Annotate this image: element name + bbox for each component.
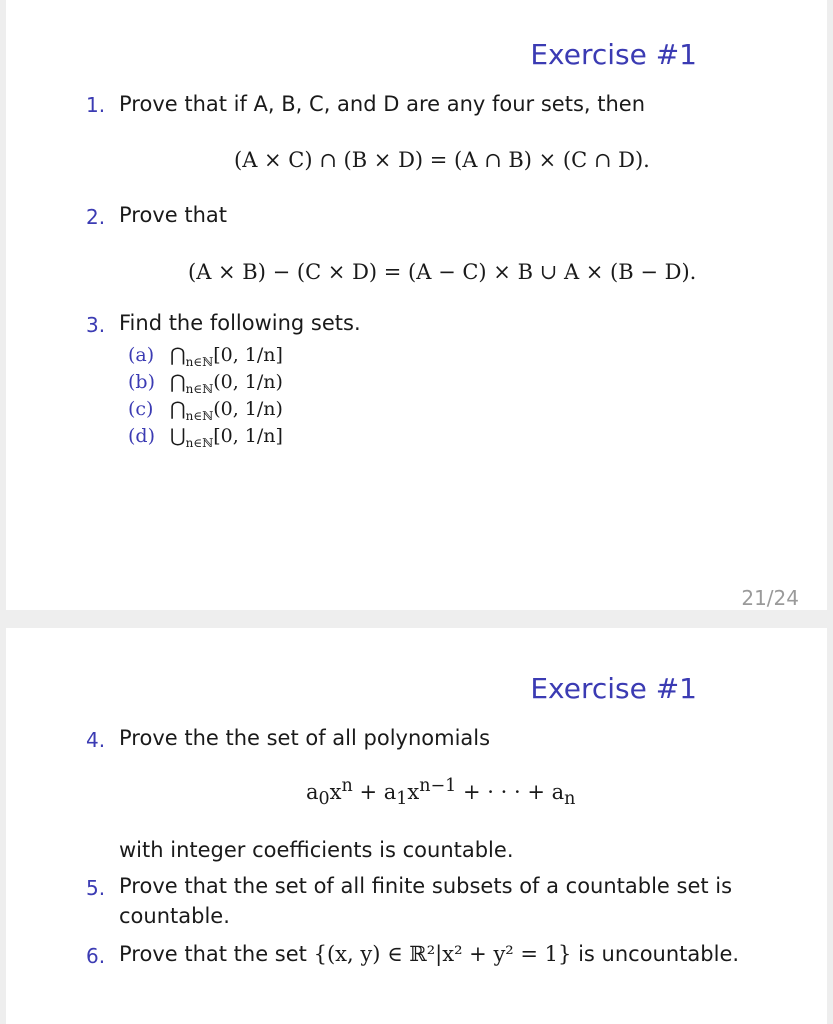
index-set: n∈ℕ (185, 354, 214, 369)
slide-title: Exercise #1 (530, 38, 697, 71)
question-2-text: Prove that (119, 203, 227, 227)
subitem-label-b: (b) (128, 371, 155, 393)
subitem-c-expression (170, 398, 283, 423)
subitem-d-expression (170, 425, 283, 450)
question-5-line-2: countable. (119, 904, 230, 928)
index-set: n∈ℕ (185, 435, 214, 450)
question-2-equation: (A × B) − (C × D) = (A − C) × B ∪ A × (B − D). (188, 260, 697, 284)
intersection-operator: ⋂ (170, 344, 186, 366)
item-number-1: 1. (86, 93, 106, 117)
subitem-a-expression (170, 344, 283, 369)
item-number-6: 6. (86, 944, 106, 968)
question-4-text-continued: with integer coefficients is countable. (119, 838, 514, 862)
question-6-prefix: Prove that the set (119, 942, 307, 966)
index-set: n∈ℕ (185, 381, 214, 396)
subitem-label-a: (a) (128, 344, 155, 366)
item-number-2: 2. (86, 205, 106, 229)
intersection-operator: ⋂ (170, 371, 186, 393)
question-4-text: Prove the the set of all polynomials (119, 726, 491, 750)
item-number-3: 3. (86, 313, 106, 337)
interval: [0, 1/n] (213, 425, 283, 447)
question-6-text (119, 942, 739, 966)
question-5-line-1: Prove that the set of all finite subsets of a countable set is (119, 874, 733, 898)
question-1-equation: (A × C) ∩ (B × D) = (A ∩ B) × (C ∩ D). (234, 148, 650, 172)
union-operator: ⋃ (170, 425, 186, 447)
subitem-label-c: (c) (128, 398, 154, 420)
polynomial-expression: $a_0x^n + a_1x^{n-1}$ + · · · + $a_n$ (306, 776, 576, 810)
item-number-5: 5. (86, 876, 106, 900)
intersection-operator: ⋂ (170, 398, 186, 420)
index-set: n∈ℕ (185, 408, 214, 423)
question-1-text: Prove that if A, B, C, and D are any four sets, then (119, 92, 646, 116)
subitem-b-expression (170, 371, 283, 396)
question-3-text: Find the following sets. (119, 311, 361, 335)
unit-circle-set: {(x, y) ∈ ℝ²|x² + y² = 1} (313, 942, 572, 966)
interval: (0, 1/n) (213, 398, 283, 420)
item-number-4: 4. (86, 728, 106, 752)
slide-title: Exercise #1 (530, 672, 697, 705)
question-6-suffix: is uncountable. (578, 942, 740, 966)
interval: [0, 1/n] (213, 344, 283, 366)
slide-21 (6, 0, 827, 610)
interval: (0, 1/n) (213, 371, 283, 393)
subitem-label-d: (d) (128, 425, 155, 447)
slide-22 (6, 628, 827, 1024)
page-number: 21/24 (741, 586, 799, 610)
